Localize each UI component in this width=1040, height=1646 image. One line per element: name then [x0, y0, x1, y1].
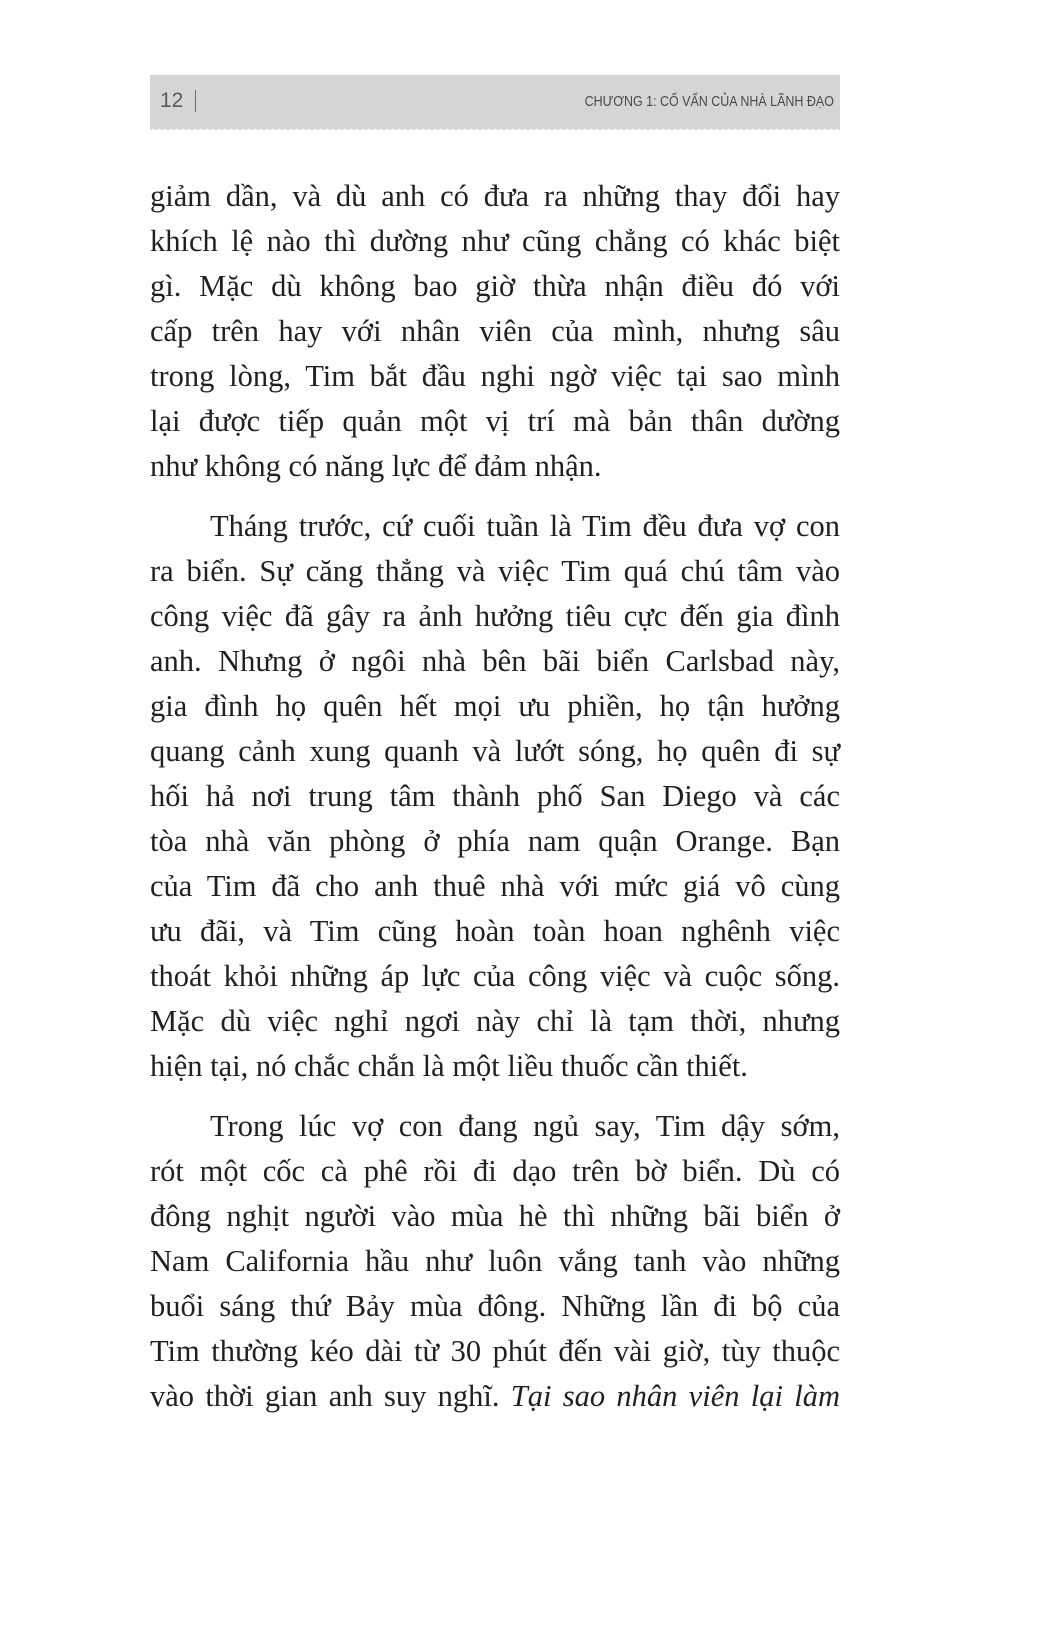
text-line: quang cảnh xung quanh và lướt sóng, họ quên đi sự [150, 734, 840, 768]
page-number-block [160, 89, 196, 113]
text-line: công việc đã gây ra ảnh hưởng tiêu cực đến gia đình [150, 599, 840, 633]
text-line: cấp trên hay với nhân viên của mình, nhưng sâu [150, 314, 840, 348]
text-line: tòa nhà văn phòng ở phía nam quận Orange. Bạn [150, 824, 840, 858]
text-line: ưu đãi, và Tim cũng hoàn toàn hoan nghênh việc [150, 914, 840, 948]
text-line: khích lệ nào thì dường như cũng chẳng có khác biệt [150, 224, 840, 258]
text-line: hối hả nơi trung tâm thành phố San Diego và các [150, 779, 840, 813]
paragraph-1 [150, 174, 840, 489]
text-line: Mặc dù việc nghỉ ngơi này chỉ là tạm thời, nhưng [150, 1004, 840, 1038]
chapter-title: CHƯƠNG 1: CỐ VẤN CỦA NHÀ LÃNH ĐẠO [584, 94, 834, 110]
header-separator [195, 90, 196, 112]
text-line: của Tim đã cho anh thuê nhà với mức giá vô cùng [150, 869, 840, 903]
running-header [150, 75, 840, 130]
text-line: lại được tiếp quản một vị trí mà bản thân dường [150, 404, 840, 438]
text-line: gia đình họ quên hết mọi ưu phiền, họ tận hưởng [150, 689, 840, 723]
paragraph-2 [150, 504, 840, 1089]
text-line: Nam California hầu như luôn vắng tanh vào những [150, 1244, 840, 1278]
text-line: thoát khỏi những áp lực của công việc và cuộc sống. [150, 959, 840, 993]
text-line-final [150, 1374, 840, 1419]
text-line: rót một cốc cà phê rồi đi dạo trên bờ biển. Dù có [150, 1154, 840, 1188]
text-line: buổi sáng thứ Bảy mùa đông. Những lần đi bộ của [150, 1289, 840, 1323]
text-line: Tháng trước, cứ cuối tuần là Tim đều đưa vợ con [210, 509, 840, 543]
text-line: Tim thường kéo dài từ 30 phút đến vài giờ, tùy thuộc [150, 1334, 840, 1368]
text-line: giảm dần, và dù anh có đưa ra những thay đổi hay [150, 179, 840, 213]
text-line: gì. Mặc dù không bao giờ thừa nhận điều đó với [150, 269, 840, 303]
text-line: hiện tại, nó chắc chắn là một liều thuốc cần thiết. [150, 1049, 748, 1083]
body-text [150, 174, 840, 1434]
paragraph-3 [150, 1104, 840, 1419]
text-line: đông nghịt người vào mùa hè thì những bãi biển ở [150, 1199, 840, 1233]
text-line: Trong lúc vợ con đang ngủ say, Tim dậy sớm, [210, 1109, 840, 1143]
page-number: 12 [160, 89, 184, 112]
text-line: ra biển. Sự căng thẳng và việc Tim quá chú tâm vào [150, 554, 840, 588]
text-line: anh. Nhưng ở ngôi nhà bên bãi biển Carlsbad này, [150, 644, 840, 678]
text-regular: vào thời gian anh suy nghĩ. [150, 1379, 511, 1413]
text-italic-thought: Tại sao nhân viên lại làm [510, 1379, 840, 1413]
text-line: như không có năng lực để đảm nhận. [150, 449, 602, 483]
text-line: trong lòng, Tim bắt đầu nghi ngờ việc tại sao mình [150, 359, 840, 393]
